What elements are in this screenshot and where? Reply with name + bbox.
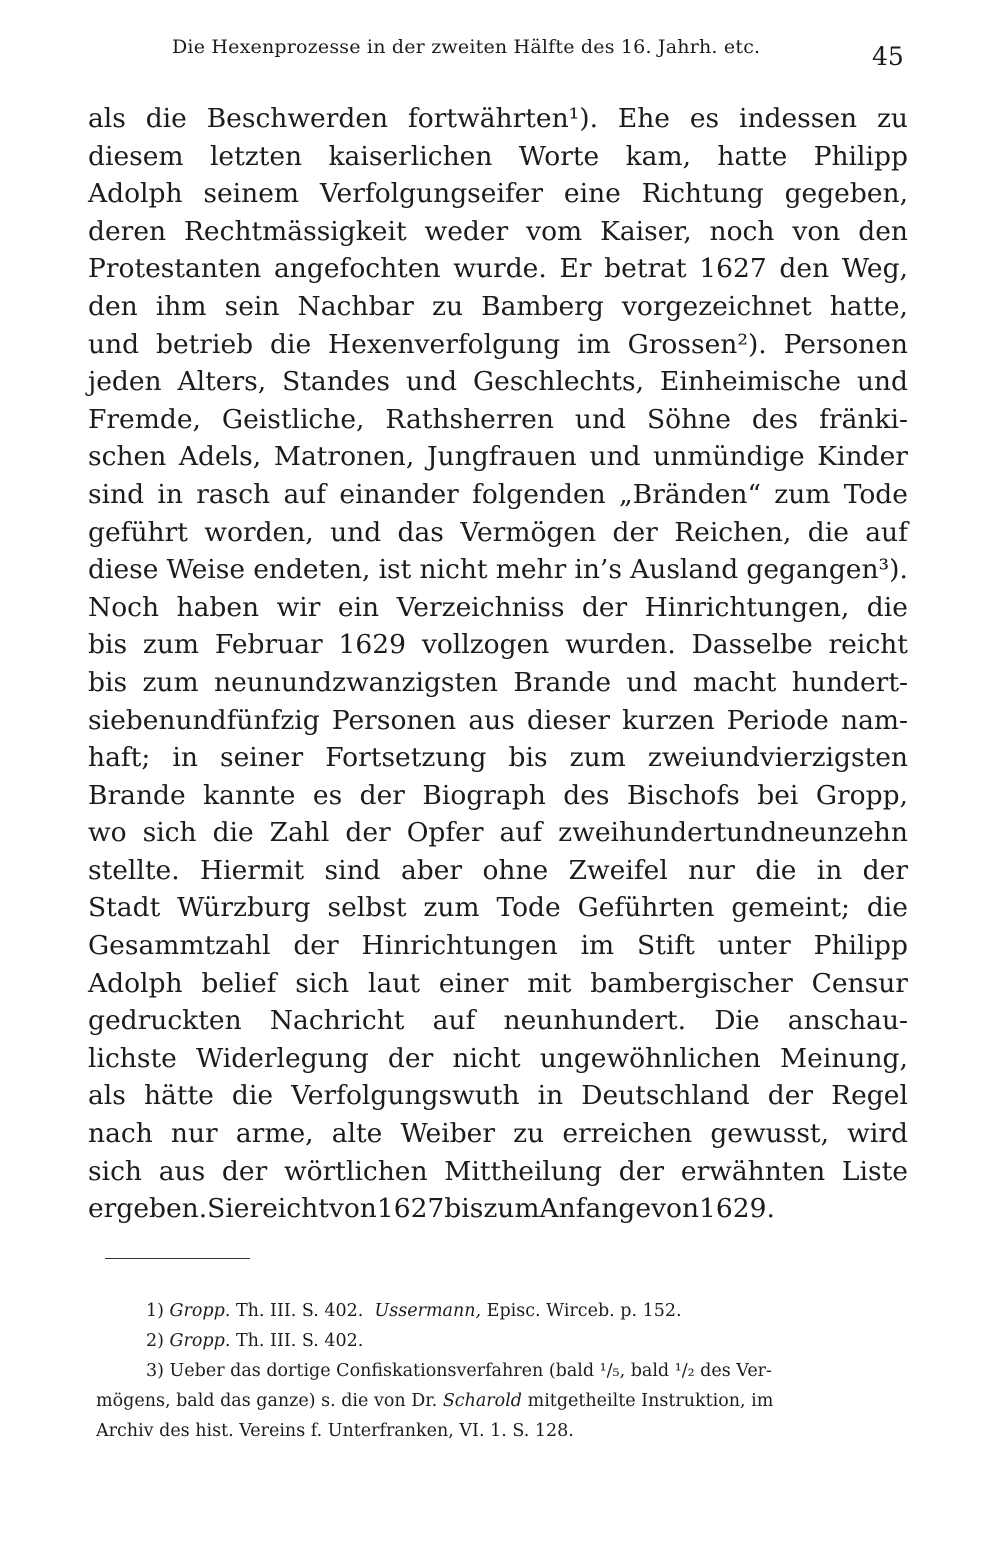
- text-line: schen Adels, Matronen, Jungfrauen und unmündige Kinder: [88, 441, 908, 473]
- text-line: Brande kannte es der Biograph des Bischofs bei Gropp,: [88, 779, 908, 811]
- text-line: Protestanten angefochten wurde. Er betrat 1627 den Weg,: [88, 253, 908, 285]
- text-line: haft; in seiner Fortsetzung bis zum zweiundvierzigsten: [88, 742, 908, 774]
- footnote-3-cont: mögens, bald das ganze) s. die von Dr. Scharold mitgetheilte Instruktion, im: [96, 1391, 774, 1411]
- body-text: [88, 100, 908, 1228]
- text-line: Fremde, Geistliche, Rathsherren und Söhne des fränki-: [88, 403, 908, 435]
- text-line: Stadt Würzburg selbst zum Tode Geführten gemeint; die: [88, 892, 908, 924]
- text-line: Gesammtzahl der Hinrichtungen im Stift unter Philipp: [88, 930, 908, 962]
- text-line: geführt worden, und das Vermögen der Reichen, die auf: [88, 516, 908, 548]
- text-line: sich aus der wörtlichen Mittheilung der erwähnten Liste: [88, 1155, 908, 1187]
- text-line: ergeben. Sie reicht von 1627 bis zum Anfange von 1629.: [88, 1193, 775, 1225]
- text-line: als die Beschwerden fortwährten¹). Ehe es indessen zu: [88, 103, 908, 134]
- text-line: Adolph belief sich laut einer mit bambergischer Censur: [88, 967, 908, 999]
- text-line: siebenundfünfzig Personen aus dieser kurzen Periode nam-: [88, 704, 908, 736]
- page-number: 45: [872, 42, 904, 71]
- text-line: jeden Alters, Standes und Geschlechts, Einheimische und: [88, 366, 908, 398]
- footnote-3: 3) Ueber das dortige Confiskationsverfahren (bald ¹/₅, bald ¹/₂ des Ver-: [146, 1361, 772, 1381]
- running-head: Die Hexenprozesse in der zweiten Hälfte des 16. Jahrh. etc.: [172, 36, 761, 58]
- footnote-2: 2) Gropp. Th. III. S. 402.: [146, 1331, 364, 1351]
- footnote-3-end: Archiv des hist. Vereins f. Unterfranken, VI. 1. S. 128.: [96, 1421, 574, 1441]
- text-line: wo sich die Zahl der Opfer auf zweihundertundneunzehn: [88, 817, 908, 849]
- text-line: als hätte die Verfolgungswuth in Deutschland der Regel: [88, 1080, 908, 1112]
- text-line: Adolph seinem Verfolgungseifer eine Richtung gegeben,: [88, 178, 908, 210]
- text-line: diesem letzten kaiserlichen Worte kam, hatte Philipp: [88, 140, 908, 172]
- text-line: diese Weise endeten, ist nicht mehr in’s Ausland gegangen³).: [88, 554, 908, 586]
- text-line: lichste Widerlegung der nicht ungewöhnlichen Meinung,: [88, 1042, 908, 1074]
- text-line: bis zum Februar 1629 vollzogen wurden. Dasselbe reicht: [88, 629, 908, 661]
- text-line: gedruckten Nachricht auf neunhundert. Die anschau-: [88, 1005, 908, 1037]
- text-line: stellte. Hiermit sind aber ohne Zweifel nur die in der: [88, 854, 908, 886]
- text-line: Noch haben wir ein Verzeichniss der Hinrichtungen, die: [88, 591, 908, 623]
- text-line: nach nur arme, alte Weiber zu erreichen gewusst, wird: [88, 1118, 908, 1150]
- text-line: deren Rechtmässigkeit weder vom Kaiser, noch von den: [88, 215, 908, 247]
- text-line: den ihm sein Nachbar zu Bamberg vorgezeichnet hatte,: [88, 290, 908, 322]
- footnote-1: 1) Gropp. Th. III. S. 402. Ussermann, Episc. Wirceb. p. 152.: [146, 1301, 682, 1321]
- footnotes: [96, 1296, 914, 1446]
- text-line: sind in rasch auf einander folgenden „Bränden“ zum Tode: [88, 478, 908, 510]
- text-line: und betrieb die Hexenverfolgung im Grossen²). Personen: [88, 328, 908, 360]
- text-line: bis zum neunundzwanzigsten Brande und macht hundert-: [88, 666, 908, 698]
- footnote-divider: [105, 1258, 250, 1259]
